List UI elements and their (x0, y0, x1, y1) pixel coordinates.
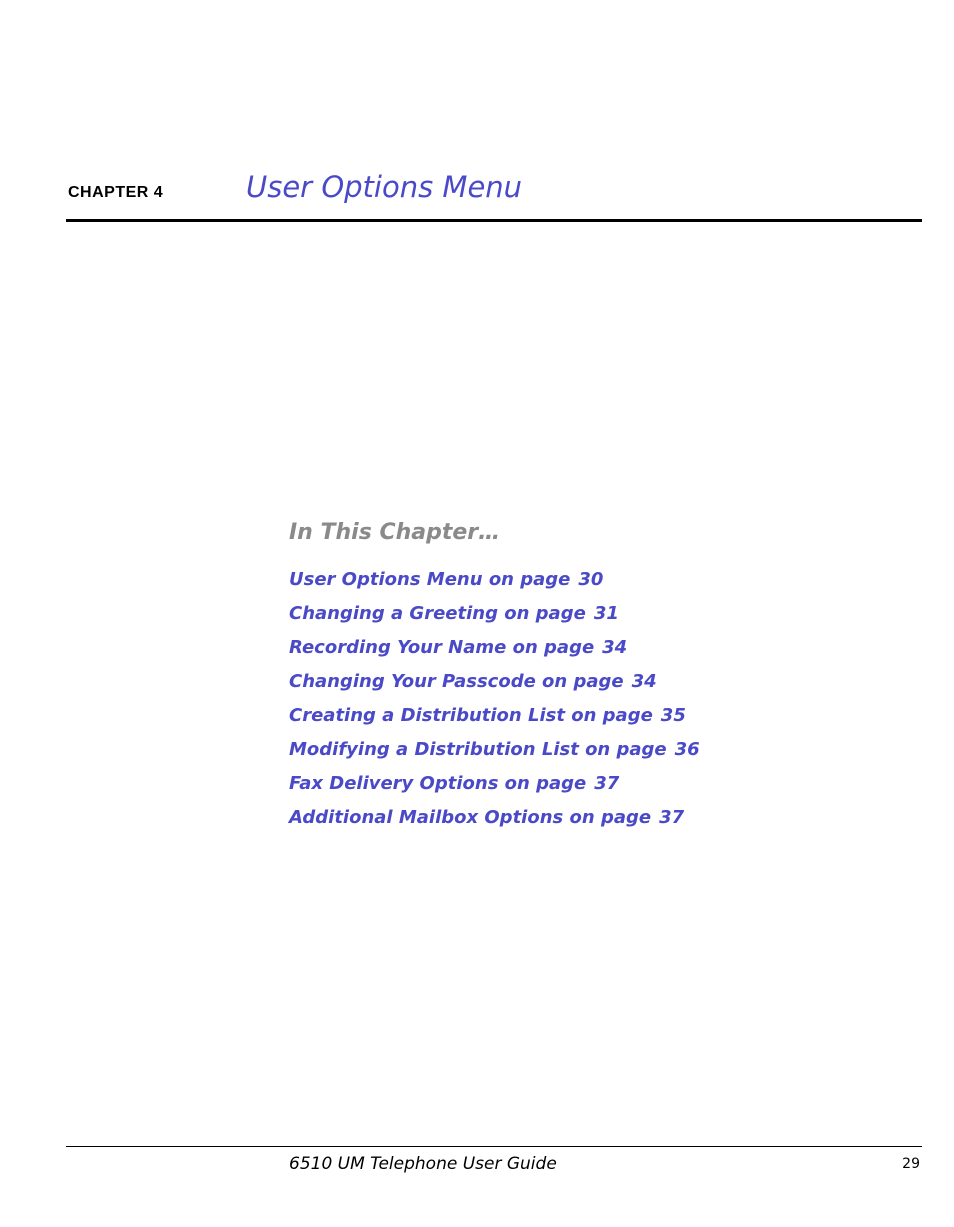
toc-link-label: Changing Your Passcode on page (289, 671, 624, 692)
toc-link-page: 31 (593, 603, 619, 624)
toc-link-page: 37 (594, 773, 620, 794)
toc-link-page: 34 (631, 671, 657, 692)
footer-guide-title: 6510 UM Telephone User Guide (289, 1154, 557, 1174)
toc-link-page: 36 (674, 739, 700, 760)
toc-list (289, 566, 700, 838)
toc-link[interactable] (289, 566, 700, 600)
toc-link-page: 34 (602, 637, 628, 658)
footer-divider (66, 1146, 922, 1147)
toc-link-page: 37 (659, 807, 685, 828)
toc-link[interactable] (289, 668, 700, 702)
header-divider (66, 219, 922, 222)
toc-link[interactable] (289, 702, 700, 736)
toc-link-label: Modifying a Distribution List on page (289, 739, 667, 760)
toc-link-label: Fax Delivery Options on page (289, 773, 587, 794)
toc-link-label: Recording Your Name on page (289, 637, 595, 658)
toc-link[interactable] (289, 634, 700, 668)
toc-link[interactable] (289, 736, 700, 770)
toc-link-page: 35 (660, 705, 686, 726)
toc-link[interactable] (289, 804, 700, 838)
chapter-label: CHAPTER 4 (68, 184, 164, 201)
toc-link[interactable] (289, 770, 700, 804)
chapter-title: User Options Menu (246, 170, 523, 204)
toc-link-page: 30 (578, 569, 604, 590)
toc-link-label: Creating a Distribution List on page (289, 705, 653, 726)
toc-link-label: Additional Mailbox Options on page (289, 807, 652, 828)
toc-link[interactable] (289, 600, 700, 634)
toc-link-label: User Options Menu on page (289, 569, 571, 590)
toc-link-label: Changing a Greeting on page (289, 603, 586, 624)
footer-page-number: 29 (902, 1156, 920, 1172)
in-this-chapter-heading: In This Chapter… (289, 520, 501, 545)
